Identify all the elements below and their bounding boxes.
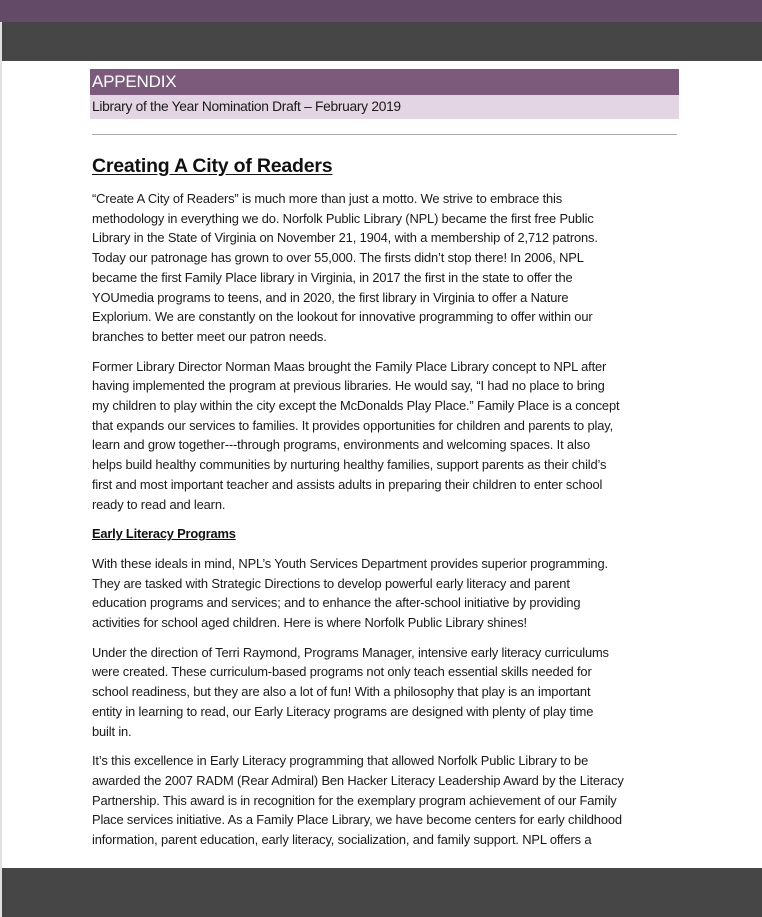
text-line: entity in learning to read, our Early Literacy programs are designed with plenty of play time (92, 703, 594, 719)
text-line: methodology in everything we do. Norfolk Public Library (NPL) became the first free Public (92, 210, 594, 226)
text-line: Partnership. This award is in recognition for the exemplary program achievement of our Family (92, 792, 617, 808)
text-line: education programs and services; and to enhance the after-school initiative by providing (92, 595, 581, 611)
text-line: Under the direction of Terri Raymond, Programs Manager, intensive early literacy curriculums (92, 644, 609, 660)
text-line: activities for school aged children. Here is where Norfolk Public Library shines! (92, 615, 527, 631)
text-line: that expands our services to families. It provides opportunities for children and parents to play, (92, 417, 614, 433)
text-line: school readiness, but they are also a lot of fun! With a philosophy that play is an important (92, 684, 591, 700)
text-line: information, parent education, early literacy, socialization, and family support. NPL offers a (92, 832, 592, 848)
text-line: “Create A City of Readers” is much more than just a motto. We strive to embrace this (92, 191, 563, 206)
appendix-header-bar (90, 69, 679, 95)
subtitle-bar (90, 95, 679, 119)
paragraph-intro (92, 189, 682, 347)
text-line: They are tasked with Strategic Directions to develop powerful early literacy and parent (92, 575, 570, 591)
window-left-edge (0, 0, 2, 917)
text-line: helps build healthy communities by nurturing healthy families, support parents as their child’s (92, 457, 607, 473)
appendix-label: APPENDIX (92, 72, 177, 91)
text-line: became the first Family Place library in Virginia, in 2017 the first in the state to offer the (92, 269, 573, 285)
text-line: YOUmedia programs to teens, and in 2020, the first library in Virginia to offer a Nature (92, 289, 569, 305)
section-heading-early-literacy: Early Literacy Programs (92, 526, 236, 542)
text-line: having implemented the program at previous libraries. He would say, “I had no place to bring (92, 378, 605, 394)
horizontal-rule (92, 134, 677, 135)
text-line: learn and grow together---through programs, environments and welcoming spaces. It also (92, 437, 590, 453)
text-line: awarded the 2007 RADM (Rear Admiral) Ben Hacker Literacy Leadership Award by the Literacy (92, 772, 624, 788)
text-line: were created. These curriculum-based programs not only teach essential skills needed for (92, 664, 592, 680)
paragraph-award (92, 751, 682, 850)
top-chrome-bar (2, 22, 762, 61)
document-title: Creating A City of Readers (92, 155, 333, 177)
text-line: Today our patronage has grown to over 55,000. The firsts didn’t stop there! In 2006, NPL (92, 250, 584, 266)
text-line: Explorium. We are constantly on the lookout for innovative programming to offer within our (92, 309, 593, 325)
text-line: built in. (92, 723, 132, 739)
text-line: my children to play within the city except the McDonalds Play Place.” Family Place is a concept (92, 398, 620, 414)
paragraph-youth-services (92, 554, 682, 633)
text-line: With these ideals in mind, NPL’s Youth Services Department provides superior programming. (92, 555, 608, 571)
text-line: Library in the State of Virginia on November 21, 1904, with a membership of 2,712 patrons. (92, 230, 598, 246)
text-line: first and most important teacher and assists adults in preparing their children to enter school (92, 476, 603, 492)
paragraph-family-place (92, 357, 682, 515)
document-subtitle: Library of the Year Nomination Draft – February 2019 (92, 99, 401, 114)
text-line: Former Library Director Norman Maas brought the Family Place Library concept to NPL after (92, 358, 607, 374)
text-line: It’s this excellence in Early Literacy programming that allowed Norfolk Public Library to be (92, 753, 589, 769)
paragraph-curriculums (92, 643, 682, 742)
document-body (92, 153, 682, 860)
top-accent-strip (0, 0, 762, 22)
bottom-chrome-bar (2, 868, 762, 917)
document-page (2, 61, 762, 868)
text-line: ready to read and learn. (92, 496, 226, 512)
text-line: Place services initiative. As a Family Place Library, we have become centers for early childhood (92, 812, 622, 828)
text-line: branches to better meet our patron needs. (92, 328, 327, 344)
